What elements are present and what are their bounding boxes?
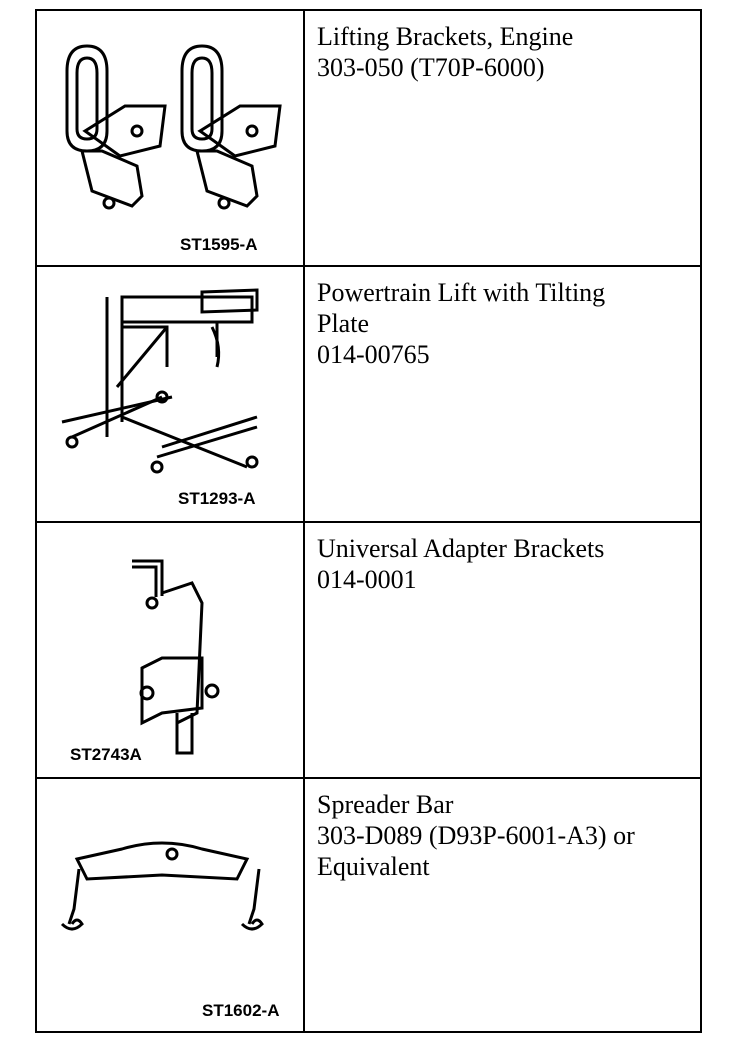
adapter-brackets-illustration: [37, 523, 303, 777]
lifting-brackets-illustration: [37, 11, 303, 265]
tool-figure-lifting-brackets: [37, 11, 305, 267]
figure-label: ST2743A: [70, 745, 142, 764]
tool-number: 303-050 (T70P-6000): [317, 53, 545, 82]
figure-label: ST1293-A: [178, 489, 256, 508]
figure-label: ST1602-A: [202, 1001, 280, 1020]
tool-description: [305, 11, 700, 267]
tool-description: [305, 779, 700, 1031]
special-tools-table: [35, 9, 702, 1033]
tool-number: Plate: [317, 309, 369, 338]
tool-figure-spreader-bar: [37, 779, 305, 1031]
tool-number: 014-0001: [317, 565, 417, 594]
powertrain-lift-illustration: [37, 267, 303, 521]
tool-description: [305, 523, 700, 779]
figure-label: ST1595-A: [180, 235, 258, 254]
tool-name: Universal Adapter Brackets: [317, 534, 605, 563]
tool-number: 303-D089 (D93P-6001-A3) or: [317, 821, 635, 850]
tool-name: Lifting Brackets, Engine: [317, 22, 574, 51]
tool-description: [305, 267, 700, 523]
tool-name: Spreader Bar: [317, 790, 454, 819]
tool-figure-powertrain-lift: [37, 267, 305, 523]
tool-figure-adapter-brackets: [37, 523, 305, 779]
tool-name: Powertrain Lift with Tilting: [317, 278, 606, 307]
tool-number: Equivalent: [317, 852, 430, 881]
tool-number: 014-00765: [317, 340, 430, 369]
spreader-bar-illustration: [37, 779, 303, 1033]
